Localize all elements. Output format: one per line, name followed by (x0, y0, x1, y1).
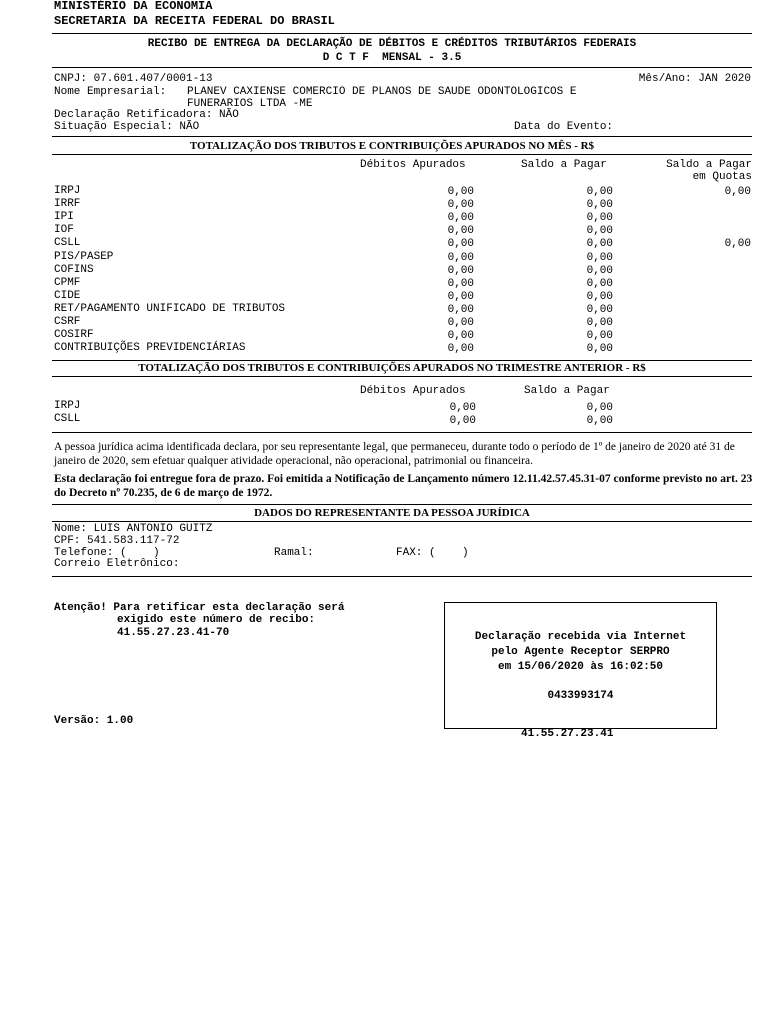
quarter-row-saldo-value: 0,00 (586, 402, 613, 414)
reception-box (444, 602, 717, 729)
monthly-section-heading: TOTALIZAÇÃO DOS TRIBUTOS E CONTRIBUIÇÕES APURADOS NO MÊS - R$ (189, 140, 595, 152)
representative-extension: Ramal: (274, 547, 314, 559)
row-tax-name: CONTRIBUIÇÕES PREVIDENCIÁRIAS (54, 342, 246, 355)
row-tax-name: IOF (54, 224, 74, 237)
representative-email: Correio Eletrônico: (54, 558, 180, 570)
row-saldo-value: 0,00 (586, 290, 613, 303)
version: Versão: 1.00 (54, 715, 134, 727)
row-saldo-value: 0,00 (586, 212, 613, 225)
row-tax-name: RET/PAGAMENTO UNIFICADO DE TRIBUTOS (54, 302, 286, 315)
representative-cpf: CPF: 541.583.117-72 (54, 535, 180, 547)
quarter-section-heading: TOTALIZAÇÃO DOS TRIBUTOS E CONTRIBUIÇÕES APURADOS NO TRIMESTRE ANTERIOR - R$ (138, 362, 646, 374)
row-saldo-value: 0,00 (586, 199, 613, 212)
divider (52, 67, 752, 68)
row-tax-name: IRPJ (54, 185, 81, 197)
representative-name: Nome: LUIS ANTONIO GUITZ (54, 523, 213, 535)
row-tax-name: IRRF (54, 198, 81, 211)
row-quotas-value: 0,00 (724, 186, 751, 198)
secretariat-name: SECRETARIA DA RECEITA FEDERAL DO BRASIL (54, 14, 335, 28)
month-year: Mês/Ano: JAN 2020 (638, 73, 751, 85)
representative-fax: FAX: ( ) (396, 547, 469, 559)
receipt-number-for-rectification: 41.55.27.23.41-70 (117, 627, 230, 639)
col-saldo-header: Saldo a Pagar (521, 159, 607, 171)
ministry-name: MINISTÉRIO DA ECONOMIA (54, 0, 213, 13)
row-saldo-value: 0,00 (586, 225, 613, 238)
divider (52, 154, 752, 155)
row-tax-name: CIDE (54, 289, 81, 302)
row-debitos-value: 0,00 (447, 238, 474, 251)
row-saldo-value: 0,00 (586, 303, 613, 316)
row-saldo-value: 0,00 (586, 317, 613, 329)
representative-phone: Telefone: ( ) (54, 547, 160, 559)
divider (52, 376, 752, 377)
reception-line1: Declaração recebida via Internet (474, 631, 687, 643)
row-debitos-value: 0,00 (447, 225, 474, 238)
row-saldo-value: 0,00 (586, 330, 613, 343)
col-debitos-header: Débitos Apurados (360, 159, 466, 171)
attention-line1: Atenção! Para retificar esta declaração será (54, 602, 345, 614)
divider (52, 33, 752, 34)
row-debitos-value: 0,00 (447, 251, 474, 264)
representative-heading: DADOS DO REPRESENTANTE DA PESSOA JURÍDICA (254, 507, 530, 519)
divider (52, 521, 752, 522)
reception-datetime: em 15/06/2020 às 16:02:50 (497, 661, 664, 673)
row-debitos-value: 0,00 (447, 264, 474, 277)
row-tax-name: COSIRF (54, 329, 94, 342)
quarter-row-debitos-value: 0,00 (449, 415, 476, 427)
late-delivery-notice: Esta declaração foi entregue fora de prazo. Foi emitida a Notificação de Lançamento número 12.11.42.57.45.31-07 conforme previsto no art. 23 do Decreto nº 70.235, de 6 de março de 1972. (54, 473, 753, 499)
divider (52, 576, 752, 577)
special-situation: Situação Especial: NÃO (54, 121, 200, 133)
quarter-row-tax-name: IRPJ (54, 400, 81, 412)
row-saldo-value: 0,00 (586, 186, 613, 198)
row-tax-name: CSRF (54, 316, 81, 328)
row-tax-name: IPI (54, 211, 74, 224)
divider (52, 360, 752, 361)
event-date-label: Data do Evento: (514, 121, 614, 133)
quarter-col-debitos-header: Débitos Apurados (360, 385, 466, 397)
col-quotas-header-line1: Saldo a Pagar (666, 159, 752, 171)
row-saldo-value: 0,00 (586, 277, 613, 290)
quarter-row-tax-name: CSLL (54, 413, 81, 425)
company-name-label: Nome Empresarial: (54, 86, 167, 98)
row-debitos-value: 0,00 (447, 330, 474, 343)
row-debitos-value: 0,00 (447, 317, 474, 329)
row-debitos-value: 0,00 (447, 303, 474, 316)
row-quotas-value: 0,00 (724, 238, 751, 251)
row-debitos-value: 0,00 (447, 277, 474, 290)
row-tax-name: CPMF (54, 276, 81, 289)
row-saldo-value: 0,00 (586, 251, 613, 264)
divider (52, 432, 752, 433)
document-title: RECIBO DE ENTREGA DA DECLARAÇÃO DE DÉBITOS E CRÉDITOS TRIBUTÁRIOS FEDERAIS (147, 38, 637, 50)
declaration-paragraph: A pessoa jurídica acima identificada declara, por seu representante legal, que permaneceu, durante todo o período de 1º de janeiro de 2020 até 31 de janeiro de 2020, sem efetuar qualquer atividade operacional, não operacional, patrimonial ou financeira. (54, 441, 735, 467)
row-tax-name: CSLL (54, 237, 81, 250)
row-debitos-value: 0,00 (447, 343, 474, 356)
reception-line2: pelo Agente Receptor SERPRO (491, 646, 670, 658)
row-debitos-value: 0,00 (447, 186, 474, 198)
document-subtitle: D C T F MENSAL - 3.5 (322, 52, 462, 64)
company-name-line1: PLANEV CAXIENSE COMERCIO DE PLANOS DE SAUDE ODONTOLOGICOS E (187, 86, 577, 98)
quarter-col-saldo-header: Saldo a Pagar (524, 385, 610, 397)
col-quotas-header-line2: em Quotas (692, 171, 752, 183)
row-saldo-value: 0,00 (586, 238, 613, 251)
cnpj: CNPJ: 07.601.407/0001-13 (54, 73, 213, 85)
quarter-row-debitos-value: 0,00 (449, 402, 476, 414)
row-tax-name: PIS/PASEP (54, 250, 114, 263)
reception-code: 0433993174 (547, 690, 614, 702)
receipt-number: 41.55.27.23.41 (521, 728, 614, 740)
divider (52, 136, 752, 137)
attention-line2: exigido este número de recibo: (117, 614, 316, 626)
row-saldo-value: 0,00 (586, 264, 613, 277)
row-debitos-value: 0,00 (447, 290, 474, 303)
row-debitos-value: 0,00 (447, 199, 474, 212)
rectifying-declaration: Declaração Retificadora: NÃO (54, 109, 239, 121)
row-tax-name: COFINS (54, 263, 94, 276)
row-debitos-value: 0,00 (447, 212, 474, 225)
company-name-line2: FUNERARIOS LTDA -ME (187, 98, 313, 110)
row-saldo-value: 0,00 (586, 343, 613, 356)
quarter-row-saldo-value: 0,00 (586, 415, 613, 427)
divider (52, 504, 752, 505)
